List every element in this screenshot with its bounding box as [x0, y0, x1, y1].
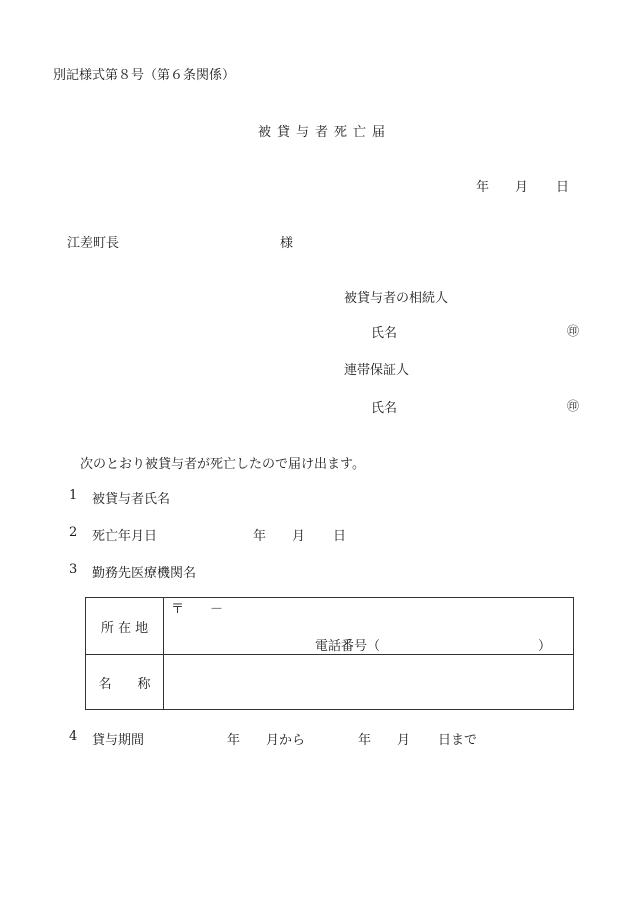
period-to-month: 月: [397, 733, 411, 748]
phone-close: ）: [538, 639, 552, 654]
name-row: [86, 655, 574, 710]
guarantor-label: 連帯保証人: [344, 363, 410, 378]
heir-label: 被貸与者の相続人: [344, 291, 449, 306]
addressee-honorific: 様: [280, 236, 294, 251]
heir-seal: ㊞: [567, 324, 580, 338]
address-label: 所 在 地: [86, 598, 164, 655]
phone-label: 電話番号（: [315, 639, 381, 654]
addressee-name: 江差町長: [67, 236, 120, 251]
form-header: 別記様式第８号（第６条関係）: [53, 68, 236, 83]
institution-name-label: 名 称: [86, 655, 164, 710]
postal-dash: －: [210, 602, 224, 617]
institution-name-cell: [164, 655, 574, 710]
period-from-month: 月から: [266, 733, 306, 748]
address-row: [86, 598, 574, 655]
item-label: 死亡年月日: [92, 529, 158, 544]
document-title: 被貸与者死亡届: [258, 125, 392, 140]
period-to-year: 年: [358, 733, 372, 748]
date-month: 月: [515, 180, 529, 195]
medical-institution-table: [85, 597, 574, 710]
death-year: 年: [253, 529, 267, 544]
guarantor-seal: ㊞: [567, 399, 580, 413]
item-label: 貸与期間: [92, 733, 145, 748]
date-day: 日: [556, 180, 570, 195]
address-cell: [164, 598, 574, 655]
intro-text: 次のとおり被貸与者が死亡したので届け出ます。: [80, 457, 365, 472]
heir-name-label: 氏名: [371, 326, 398, 341]
postal-mark: 〒: [171, 602, 185, 617]
item-number: 2: [69, 525, 78, 540]
item-number: 4: [69, 729, 78, 744]
death-day: 日: [333, 529, 347, 544]
period-to-day: 日まで: [438, 733, 478, 748]
death-month: 月: [292, 529, 306, 544]
date-year: 年: [476, 180, 490, 195]
guarantor-name-label: 氏名: [371, 401, 398, 416]
item-number: 1: [69, 488, 78, 503]
item-label: 被貸与者氏名: [92, 492, 171, 507]
period-from-year: 年: [227, 733, 241, 748]
item-label: 勤務先医療機関名: [92, 566, 197, 581]
item-number: 3: [69, 562, 78, 577]
